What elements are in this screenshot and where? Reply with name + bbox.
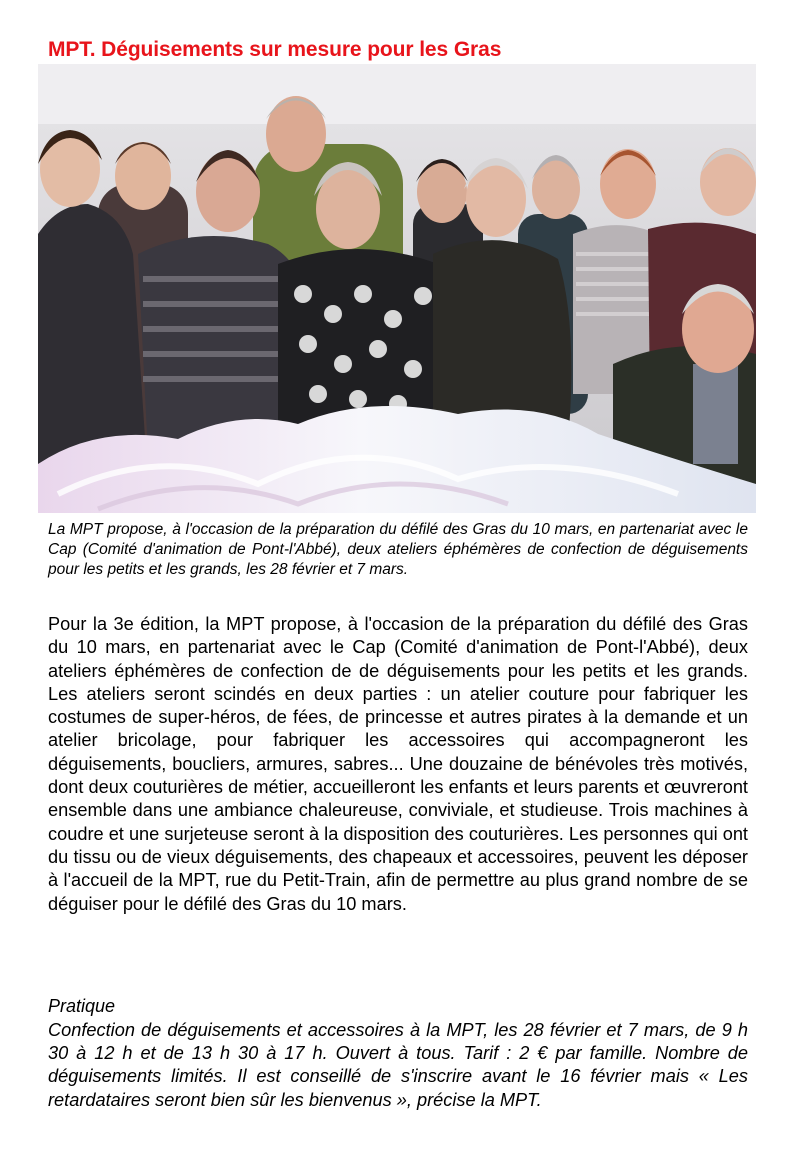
- article-body: Pour la 3e édition, la MPT propose, à l'occasion de la préparation du défilé des Gras du 10 mars, en partenariat avec le Cap (Comité d'animation de Pont-l'Abbé), deux ateliers éphémères de confection de de déguisements pour les petits et les grands. Les ateliers seront scindés en deux parties : un atelier couture pour fabriquer les costumes de super-héros, de fées, de princesse et autres pirates à la demande et un atelier bricolage, pour fabriquer les accessoires qui accompagneront les déguisements, boucliers, armures, sabres... Une douzaine de bénévoles très motivés, dont deux couturières de métier, accueilleront les enfants et leurs parents et œuvreront ensemble dans une ambiance chaleureuse, conviviale, et studieuse. Trois machines à coudre et une surjeteuse seront à la disposition des couturières. Les personnes qui ont du tissu ou de vieux déguisements, des chapeaux et accessoires, peuvent les déposer à l'accueil de la MPT, rue du Petit-Train, afin de permettre au plus grand nombre de se déguiser pour le défilé des Gras du 10 mars.: [48, 614, 748, 914]
- pratique-heading: Pratique: [48, 996, 116, 1016]
- article-photo: [38, 64, 756, 513]
- photo-caption: La MPT propose, à l'occasion de la préparation du défilé des Gras du 10 mars, en partenariat avec le Cap (Comité d'animation de Pont-l'Abbé), deux ateliers éphémères de confection de déguisements pour les petits et les grands, les 28 février et 7 mars.: [48, 521, 748, 578]
- group-photo-illustration: [38, 64, 756, 513]
- pratique-body: Confection de déguisements et accessoires à la MPT, les 28 février et 7 mars, de 9 h 30 à 12 h et de 13 h 30 à 17 h. Ouvert à tous. Tarif : 2 € par famille. Nombre de déguisements limités. Il est conseillé de s'inscrire avant le 16 février mais « Les retardataires seront bien sûr les bienvenus », précise la MPT.: [48, 1020, 748, 1110]
- article-title: MPT. Déguisements sur mesure pour les Gras: [48, 38, 502, 61]
